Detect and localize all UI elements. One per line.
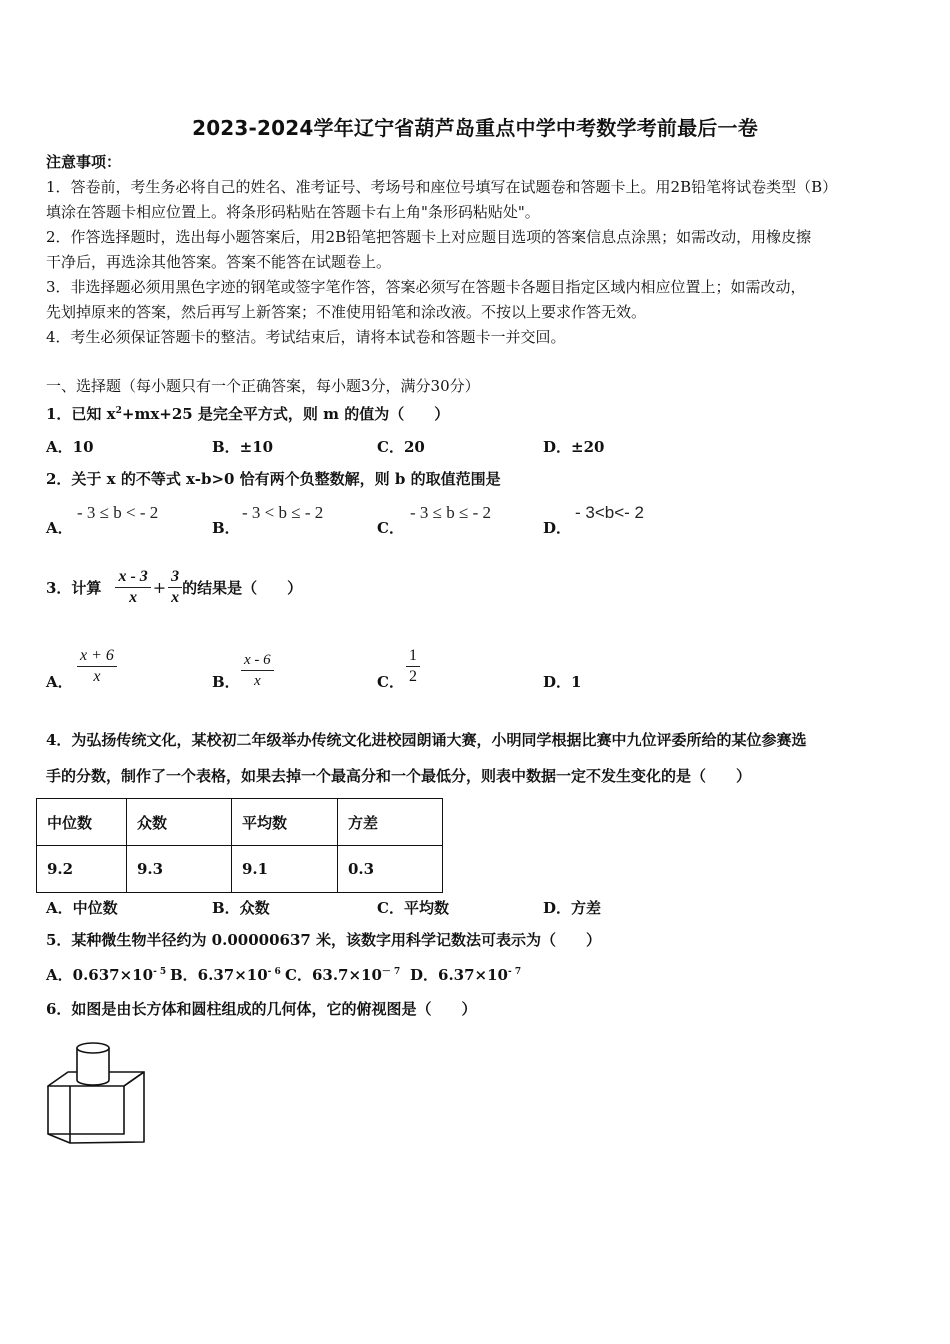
geometry-figure <box>40 1036 150 1148</box>
q5-optA-base: A．0.637×10 <box>46 966 154 984</box>
notice-heading: 注意事项： <box>46 153 122 171</box>
table-row <box>37 846 443 893</box>
q2-option-c-label[interactable]: C． <box>377 519 404 537</box>
q3-optB-numerator: x - 6 <box>241 650 274 671</box>
q2-option-c-expr: - 3 ≤ b ≤ - 2 <box>410 503 491 522</box>
question-6-stem: 6．如图是由长方体和圆柱组成的几何体，它的俯视图是（ ） <box>46 1000 477 1018</box>
notice-line: 干净后，再选涂其他答案。答案不能答在试题卷上。 <box>46 253 392 271</box>
q1-stem-part: 1．已知 x <box>46 405 116 423</box>
table-header-cell: 众数 <box>127 799 232 846</box>
q2-option-b-expr: - 3 < b ≤ - 2 <box>242 503 324 522</box>
q3-option-b-label[interactable]: B． <box>212 673 240 691</box>
table-header-cell: 方差 <box>338 799 443 846</box>
box-front-face <box>48 1086 124 1134</box>
table-cell: 9.2 <box>37 846 127 893</box>
q5-optC-exponent: － 7 <box>381 967 401 977</box>
q3-option-a-label[interactable]: A． <box>46 673 73 691</box>
notice-line: 4．考生必须保证答题卡的整洁。考试结束后，请将本试卷和答题卡一并交回。 <box>46 328 566 346</box>
q2-option-d-expr: - 3<b<- 2 <box>575 503 644 522</box>
q3-optA-numerator: x + 6 <box>77 646 117 667</box>
table-cell: 0.3 <box>338 846 443 893</box>
table-header-row <box>37 799 443 846</box>
table-header-cell: 平均数 <box>232 799 338 846</box>
q2-option-a-label[interactable]: A． <box>46 519 73 537</box>
question-4-stem-line1: 4．为弘扬传统文化，某校初二年级举办传统文化进校园朗诵大赛，小明同学根据比赛中九位评委所给的某位参赛选 <box>46 731 807 749</box>
q5-optD-base: D．6.37×10 <box>410 966 508 984</box>
q3-optA-denominator: x <box>93 668 101 685</box>
notice-line: 填涂在答题卡相应位置上。将条形码粘贴在答题卡右上角"条形码粘贴处"。 <box>46 203 540 221</box>
q5-option-b[interactable] <box>170 964 281 985</box>
table-cell: 9.3 <box>127 846 232 893</box>
q5-optB-exponent: - 6 <box>267 967 281 977</box>
notice-line: 2．作答选择题时，选出每小题答案后，用2B铅笔把答题卡上对应题目选项的答案信息点涂黑；如需改动，用橡皮擦 <box>46 228 812 246</box>
q3-option-b-fraction <box>241 650 274 691</box>
q3-optC-denominator: 2 <box>409 668 417 685</box>
q5-optB-base: B．6.37×10 <box>170 966 268 984</box>
q1-option-c[interactable]: C．20 <box>377 438 425 456</box>
q3-option-a-fraction <box>77 646 117 687</box>
q1-stem-part: +mx+25 是完全平方式，则 m 的值为（ ） <box>121 405 450 423</box>
q5-optA-exponent: - 5 <box>153 967 167 977</box>
notice-line: 1．答卷前，考生务必将自己的姓名、准考证号、考场号和座位号填写在试题卷和答题卡上。用2B铅笔将试卷类型（B） <box>46 178 838 196</box>
q5-option-d[interactable] <box>410 964 521 985</box>
q3-frac2-denominator: x <box>171 588 180 606</box>
q2-option-a-expr: - 3 ≤ b < - 2 <box>77 503 159 522</box>
q3-frac1-denominator: x <box>129 588 138 606</box>
q3-frac1-numerator: x - 3 <box>115 567 150 588</box>
question-3-stem <box>46 562 302 612</box>
q3-suffix: 的结果是（ ） <box>182 578 303 597</box>
q1-option-d[interactable]: D．±20 <box>543 438 605 456</box>
q3-optB-denominator: x <box>253 673 261 689</box>
q5-option-a[interactable] <box>46 964 166 985</box>
statistics-table <box>36 798 443 893</box>
q5-option-c[interactable] <box>285 964 400 985</box>
question-2-stem: 2．关于 x 的不等式 x-b>0 恰有两个负整数解，则 b 的取值范围是 <box>46 470 501 488</box>
q1-exponent: 2 <box>115 406 122 416</box>
q3-optC-numerator: 1 <box>406 646 420 667</box>
q3-option-d[interactable]: D．1 <box>543 673 582 691</box>
cylinder-top <box>77 1043 109 1053</box>
q3-option-c-fraction <box>406 646 420 687</box>
q4-option-c[interactable]: C．平均数 <box>377 899 449 917</box>
q4-option-d[interactable]: D．方差 <box>543 899 602 917</box>
notice-line: 先划掉原来的答案，然后再写上新答案；不准使用铅笔和涂改液。不按以上要求作答无效。 <box>46 303 647 321</box>
q1-option-b[interactable]: B．±10 <box>212 438 274 456</box>
q3-option-c-label[interactable]: C． <box>377 673 404 691</box>
q1-option-a[interactable]: A．10 <box>46 438 94 456</box>
q3-frac2-numerator: 3 <box>168 567 182 588</box>
question-1-stem <box>46 399 449 427</box>
q2-option-d-label[interactable]: D． <box>543 519 572 537</box>
q3-plus: + <box>152 577 167 597</box>
q4-option-a[interactable]: A．中位数 <box>46 899 118 917</box>
q2-option-b-label[interactable]: B． <box>212 519 240 537</box>
table-header-cell: 中位数 <box>37 799 127 846</box>
section-heading: 一、选择题（每小题只有一个正确答案，每小题3分，满分30分） <box>46 377 480 395</box>
page-title: 2023-2024学年辽宁省葫芦岛重点中学中考数学考前最后一卷 <box>192 116 758 140</box>
q5-optC-base: C．63.7×10 <box>285 966 382 984</box>
q4-option-b[interactable]: B．众数 <box>212 899 270 917</box>
notice-line: 3．非选择题必须用黑色字迹的钢笔或签字笔作答，答案必须写在答题卡各题目指定区域内相应位置上；如需改动， <box>46 278 806 296</box>
q5-optD-exponent: - 7 <box>507 967 522 977</box>
q3-fraction-1 <box>115 567 150 608</box>
table-cell: 9.1 <box>232 846 338 893</box>
q3-fraction-2 <box>168 567 182 608</box>
question-4-stem-line2: 手的分数，制作了一个表格，如果去掉一个最高分和一个最低分，则表中数据一定不发生变化的是（ ） <box>46 767 752 785</box>
question-5-stem: 5．某种微生物半径约为 0.00000637 米，该数字用科学记数法可表示为（ ） <box>46 931 602 949</box>
q3-prefix: 3．计算 <box>46 578 102 597</box>
